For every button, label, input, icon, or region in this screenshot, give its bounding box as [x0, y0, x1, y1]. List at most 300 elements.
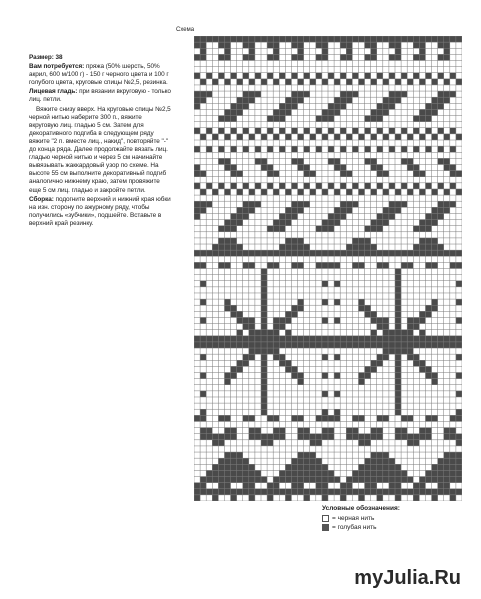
chart-cell-filled [334, 477, 340, 483]
chart-cell-filled [255, 158, 261, 164]
chart-cell-filled [340, 103, 346, 109]
chart-cell-filled [456, 189, 462, 195]
chart-cell-filled [285, 213, 291, 219]
chart-cell-filled [419, 238, 425, 244]
chart-cell-filled [285, 489, 291, 495]
chart-cell-filled [450, 250, 456, 256]
chart-cell-filled [395, 293, 401, 299]
materials-label: Вам потребуется: [29, 63, 85, 71]
chart-cell-filled [389, 73, 395, 79]
chart-cell-filled [243, 250, 249, 256]
chart-cell-filled [425, 238, 431, 244]
chart-cell-filled [425, 116, 431, 122]
chart-cell-filled [255, 428, 261, 434]
chart-cell-filled [200, 477, 206, 483]
chart-cell-filled [377, 183, 383, 189]
chart-cell-filled [194, 164, 200, 170]
chart-cell-filled [243, 324, 249, 330]
chart-cell-filled [231, 226, 237, 232]
chart-cell-filled [395, 305, 401, 311]
materials-text: пряжа (50% шерсть, 50% акрил, 600 м/100 г) - 150 г черного цвета и 100 г голубого цвета, круговые спицы №2,5, резинка. [29, 63, 169, 87]
chart-cell-filled [310, 336, 316, 342]
chart-cell-filled [249, 207, 255, 213]
chart-cell-filled [444, 48, 450, 54]
chart-cell-filled [243, 483, 249, 489]
chart-cell-filled [279, 250, 285, 256]
chart-cell-filled [395, 379, 401, 385]
chart-cell-filled [377, 128, 383, 134]
chart-cell-filled [255, 201, 261, 207]
chart-cell-filled [425, 434, 431, 440]
chart-cell-filled [346, 54, 352, 60]
chart-cell-filled [298, 250, 304, 256]
chart-cell-filled [218, 415, 224, 421]
chart-cell-filled [395, 97, 401, 103]
chart-cell-filled [322, 470, 328, 476]
chart-cell-filled [450, 336, 456, 342]
chart-cell-filled [322, 281, 328, 287]
chart-cell-filled [413, 116, 419, 122]
chart-cell-filled [237, 97, 243, 103]
chart-cell-filled [413, 495, 419, 501]
chart-cell-filled [432, 79, 438, 85]
chart-cell-filled [340, 201, 346, 207]
chart-cell-filled [267, 348, 273, 354]
chart-cell-filled [200, 54, 206, 60]
chart-cell-filled [383, 464, 389, 470]
chart-cell-filled [279, 336, 285, 342]
chart-cell-filled [261, 293, 267, 299]
chart-cell-filled [395, 495, 401, 501]
assembly-label: Сборка: [29, 195, 54, 203]
chart-cell-filled [328, 213, 334, 219]
chart-cell-filled [365, 116, 371, 122]
chart-cell-filled [407, 489, 413, 495]
chart-cell-filled [249, 262, 255, 268]
chart-cell-filled [243, 458, 249, 464]
chart-cell-filled [255, 73, 261, 79]
chart-cell-filled [267, 42, 273, 48]
chart-cell-filled [340, 213, 346, 219]
chart-cell-filled [218, 464, 224, 470]
chart-cell-filled [413, 164, 419, 170]
chart-cell-filled [371, 317, 377, 323]
chart-cell-filled [279, 109, 285, 115]
chart-cell-filled [298, 48, 304, 54]
chart-cell-filled [358, 489, 364, 495]
chart-cell-filled [261, 164, 267, 170]
chart-cell-filled [273, 434, 279, 440]
chart-cell-filled [194, 342, 200, 348]
chart-cell-filled [389, 464, 395, 470]
chart-cell-filled [231, 116, 237, 122]
chart-cell-filled [444, 54, 450, 60]
chart-cell-filled [273, 36, 279, 42]
chart-cell-filled [316, 116, 322, 122]
chart-cell-filled [383, 189, 389, 195]
chart-cell-filled [383, 489, 389, 495]
chart-cell-filled [395, 348, 401, 354]
chart-cell-filled [298, 470, 304, 476]
chart-cell-filled [346, 171, 352, 177]
chart-cell-filled [358, 336, 364, 342]
chart-cell-filled [444, 164, 450, 170]
chart-cell-filled [334, 164, 340, 170]
chart-cell-filled [346, 342, 352, 348]
chart-cell-filled [279, 434, 285, 440]
chart-cell-filled [316, 250, 322, 256]
chart-cell-filled [200, 299, 206, 305]
chart-cell-filled [377, 495, 383, 501]
chart-cell-filled [218, 42, 224, 48]
chart-cell-filled [298, 373, 304, 379]
chart-cell-filled [316, 489, 322, 495]
chart-cell-filled [438, 244, 444, 250]
chart-cell-filled [425, 73, 431, 79]
chart-cell-filled [249, 330, 255, 336]
chart-cell-filled [322, 489, 328, 495]
chart-cell-filled [194, 36, 200, 42]
chart-cell-filled [425, 470, 431, 476]
chart-cell-filled [237, 244, 243, 250]
chart-cell-filled [200, 201, 206, 207]
chart-cell-filled [304, 146, 310, 152]
chart-cell-filled [395, 250, 401, 256]
chart-cell-filled [279, 470, 285, 476]
chart-cell-filled [328, 415, 334, 421]
chart-cell-filled [267, 336, 273, 342]
chart-cell-filled [444, 189, 450, 195]
chart-cell-filled [407, 79, 413, 85]
chart-cell-filled [206, 434, 212, 440]
chart-cell-filled [456, 452, 462, 458]
chart-cell-filled [310, 171, 316, 177]
chart-cell-filled [261, 281, 267, 287]
chart-cell-filled [200, 354, 206, 360]
chart-cell-filled [200, 97, 206, 103]
chart-cell-filled [218, 477, 224, 483]
chart-cell-filled [419, 434, 425, 440]
chart-cell-filled [212, 189, 218, 195]
chart-cell-filled [456, 373, 462, 379]
chart-cell-filled [261, 440, 267, 446]
chart-cell-filled [401, 158, 407, 164]
chart-cell-filled [438, 489, 444, 495]
chart-cell-filled [438, 97, 444, 103]
chart-cell-filled [261, 373, 267, 379]
chart-cell-filled [231, 434, 237, 440]
chart-cell-filled [425, 311, 431, 317]
chart-cell-filled [371, 226, 377, 232]
chart-cell-filled [249, 348, 255, 354]
chart-cell-filled [200, 36, 206, 42]
chart-cell-filled [200, 336, 206, 342]
chart-cell-filled [243, 103, 249, 109]
chart-cell-filled [365, 483, 371, 489]
chart-cell-filled [237, 464, 243, 470]
chart-cell-filled [432, 262, 438, 268]
chart-cell-filled [395, 42, 401, 48]
chart-cell-filled [261, 336, 267, 342]
chart-cell-filled [438, 470, 444, 476]
chart-cell-filled [322, 299, 328, 305]
watermark-part-julia: Julia [383, 567, 429, 589]
chart-cell-filled [450, 434, 456, 440]
chart-cell-filled [218, 342, 224, 348]
chart-cell-filled [340, 42, 346, 48]
chart-cell-filled [419, 48, 425, 54]
chart-cell-filled [432, 305, 438, 311]
chart-cell-filled [261, 354, 267, 360]
chart-cell-filled [243, 183, 249, 189]
chart-cell-filled [237, 311, 243, 317]
chart-cell-filled [298, 262, 304, 268]
chart-cell-filled [371, 464, 377, 470]
chart-cell-filled [200, 262, 206, 268]
chart-cell-filled [395, 391, 401, 397]
chart-cell-filled [377, 116, 383, 122]
chart-cell-filled [298, 305, 304, 311]
chart-cell-filled [358, 495, 364, 501]
chart-cell-filled [267, 226, 273, 232]
chart-cell-filled [316, 434, 322, 440]
chart-cell-filled [231, 477, 237, 483]
chart-cell-filled [212, 250, 218, 256]
chart-cell-filled [371, 336, 377, 342]
chart-cell-filled [395, 317, 401, 323]
chart-cell-filled [255, 434, 261, 440]
chart-cell-filled [224, 42, 230, 48]
chart-cell-filled [285, 336, 291, 342]
chart-cell-filled [218, 128, 224, 134]
chart-cell-filled [322, 134, 328, 140]
chart-cell-filled [389, 213, 395, 219]
chart-cell-filled [395, 311, 401, 317]
chart-cell-filled [407, 336, 413, 342]
chart-cell-filled [304, 164, 310, 170]
chart-cell-filled [273, 48, 279, 54]
chart-cell-filled [304, 495, 310, 501]
chart-cell-filled [389, 336, 395, 342]
chart-cell-filled [224, 305, 230, 311]
chart-cell-filled [285, 97, 291, 103]
chart-cell-filled [371, 116, 377, 122]
chart-cell-filled [285, 244, 291, 250]
chart-cell-filled [352, 250, 358, 256]
chart-cell-filled [419, 244, 425, 250]
chart-cell-filled [304, 489, 310, 495]
chart-cell-filled [224, 48, 230, 54]
chart-cell-filled [298, 42, 304, 48]
chart-cell-filled [279, 477, 285, 483]
chart-cell-filled [224, 464, 230, 470]
chart-cell-filled [383, 262, 389, 268]
chart-cell-filled [413, 183, 419, 189]
chart-cell-filled [407, 250, 413, 256]
chart-cell-filled [413, 226, 419, 232]
chart-cell-filled [218, 244, 224, 250]
chart-cell-filled [383, 348, 389, 354]
chart-cell-filled [401, 91, 407, 97]
assembly-text: подогните верхний и нижний края юбки на изн. сторону по ажурному ряду, чтобы получились «зубчики», подшейте. Вставьте в верхний край резинку. [29, 195, 171, 227]
chart-cell-filled [273, 324, 279, 330]
chart-cell-filled [273, 42, 279, 48]
chart-cell-filled [304, 477, 310, 483]
chart-cell-filled [261, 360, 267, 366]
chart-cell-filled [395, 360, 401, 366]
chart-cell-filled [371, 434, 377, 440]
chart-cell-filled [194, 146, 200, 152]
chart-cell-filled [425, 336, 431, 342]
chart-cell-filled [328, 470, 334, 476]
chart-cell-filled [291, 373, 297, 379]
chart-cell-filled [419, 311, 425, 317]
chart-cell-filled [401, 348, 407, 354]
chart-cell-filled [206, 201, 212, 207]
chart-cell-filled [261, 317, 267, 323]
chart-cell-filled [194, 483, 200, 489]
chart-cell-filled [243, 336, 249, 342]
chart-cell-filled [273, 342, 279, 348]
chart-cell-filled [316, 483, 322, 489]
chart-cell-filled [334, 79, 340, 85]
chart-cell-filled [316, 226, 322, 232]
chart-cell-filled [316, 415, 322, 421]
chart-cell-filled [273, 354, 279, 360]
chart-cell-filled [298, 379, 304, 385]
chart-cell-filled [413, 324, 419, 330]
chart-cell-filled [377, 164, 383, 170]
chart-cell-filled [365, 458, 371, 464]
chart-cell-filled [334, 220, 340, 226]
chart-cell-filled [261, 330, 267, 336]
chart-cell-filled [377, 146, 383, 152]
chart-cell-filled [340, 91, 346, 97]
chart-cell-filled [194, 97, 200, 103]
chart-cell-filled [194, 250, 200, 256]
chart-cell-filled [322, 250, 328, 256]
chart-cell-filled [425, 103, 431, 109]
chart-cell-filled [218, 116, 224, 122]
chart-cell-filled [298, 158, 304, 164]
chart-cell-filled [200, 434, 206, 440]
chart-cell-filled [352, 428, 358, 434]
chart-cell-filled [407, 262, 413, 268]
chart-cell-filled [383, 79, 389, 85]
chart-cell-filled [389, 483, 395, 489]
chart-cell-filled [243, 317, 249, 323]
chart-cell-filled [432, 36, 438, 42]
chart-cell-filled [432, 495, 438, 501]
chart-cell-filled [395, 385, 401, 391]
chart-cell-filled [273, 54, 279, 60]
chart-cell-filled [444, 434, 450, 440]
chart-cell-filled [285, 366, 291, 372]
chart-cell-filled [291, 415, 297, 421]
chart-cell-filled [389, 207, 395, 213]
chart-cell-filled [231, 428, 237, 434]
chart-cell-filled [395, 48, 401, 54]
chart-cell-filled [291, 262, 297, 268]
chart-cell-filled [395, 477, 401, 483]
chart-cell-filled [365, 183, 371, 189]
chart-cell-filled [237, 189, 243, 195]
chart-cell-filled [237, 477, 243, 483]
chart-cell-filled [340, 495, 346, 501]
chart-cell-filled [273, 171, 279, 177]
chart-cell-filled [218, 336, 224, 342]
chart-cell-filled [395, 434, 401, 440]
chart-cell-filled [200, 91, 206, 97]
chart-cell-filled [419, 109, 425, 115]
chart-cell-filled [438, 213, 444, 219]
chart-cell-filled [407, 330, 413, 336]
chart-cell-filled [395, 489, 401, 495]
chart-cell-filled [200, 415, 206, 421]
chart-cell-filled [200, 207, 206, 213]
chart-cell-filled [279, 428, 285, 434]
chart-cell-filled [352, 415, 358, 421]
chart-cell-filled [365, 477, 371, 483]
chart-cell-filled [316, 36, 322, 42]
chart-cell-filled [243, 464, 249, 470]
chart-cell-filled [444, 336, 450, 342]
chart-cell-filled [298, 434, 304, 440]
chart-cell-filled [304, 452, 310, 458]
chart-cell-filled [346, 36, 352, 42]
chart-cell-filled [212, 342, 218, 348]
chart-cell-filled [346, 428, 352, 434]
chart-cell-filled [340, 483, 346, 489]
chart-cell-filled [340, 250, 346, 256]
chart-cell-filled [432, 213, 438, 219]
chart-cell-filled [279, 213, 285, 219]
chart-cell-filled [401, 330, 407, 336]
chart-cell-filled [322, 354, 328, 360]
chart-cell-filled [261, 366, 267, 372]
chart-cell-filled [456, 464, 462, 470]
chart-cell-filled [395, 281, 401, 287]
chart-cell-filled [389, 201, 395, 207]
chart-cell-filled [224, 164, 230, 170]
chart-cell-filled [352, 477, 358, 483]
chart-cell-filled [285, 317, 291, 323]
chart-cell-filled [407, 415, 413, 421]
chart-cell-filled [261, 385, 267, 391]
chart-cell-filled [304, 458, 310, 464]
chart-cell-filled [206, 489, 212, 495]
chart-cell-filled [237, 220, 243, 226]
chart-cell-filled [334, 250, 340, 256]
chart-cell-filled [224, 226, 230, 232]
chart-cell-filled [279, 36, 285, 42]
chart-cell-filled [298, 238, 304, 244]
chart-cell-filled [218, 146, 224, 152]
chart-cell-filled [371, 452, 377, 458]
chart-cell-filled [200, 409, 206, 415]
chart-cell-filled [413, 483, 419, 489]
chart-cell-filled [425, 415, 431, 421]
chart-cell-filled [273, 134, 279, 140]
chart-cell-filled [285, 207, 291, 213]
chart-cell-filled [200, 489, 206, 495]
chart-cell-filled [291, 336, 297, 342]
chart-cell-filled [425, 305, 431, 311]
chart-cell-filled [218, 489, 224, 495]
chart-cell-filled [267, 495, 273, 501]
chart-cell-filled [395, 275, 401, 281]
chart-cell-filled [377, 336, 383, 342]
